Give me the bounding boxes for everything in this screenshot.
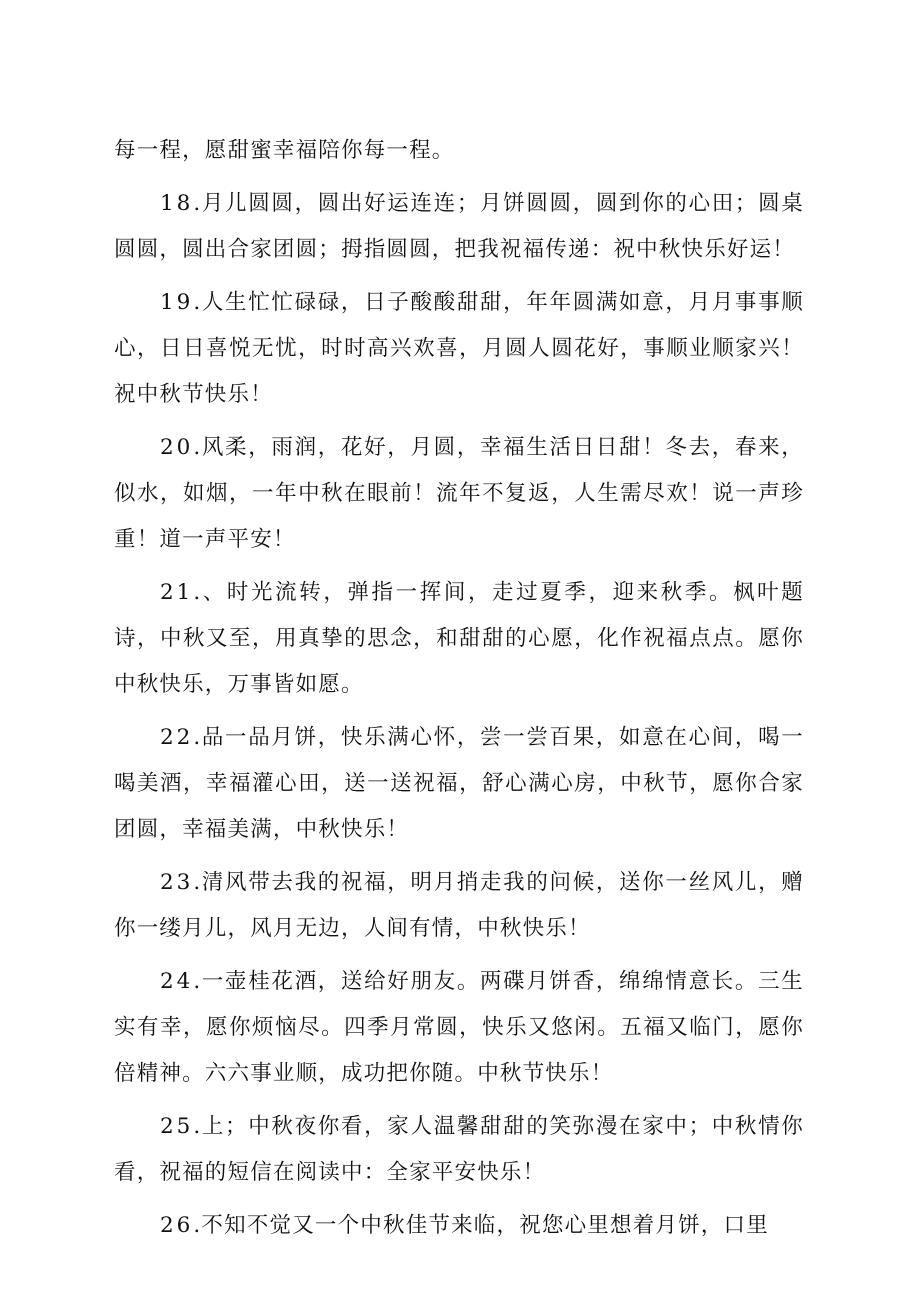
paragraph-text: .品一品月饼，快乐满心怀，尝一尝百果，如意在心间，喝一喝美酒，幸福灌心田，送一送祝福，舒心满心房，中秋节，愿你合家团圆，幸福美满，中秋快乐！ — [114, 725, 804, 842]
paragraph-text: .月儿圆圆，圆出好运连连；月饼圆圆，圆到你的心田；圆桌圆圆，圆出合家团圆；拇指圆圆，把我祝福传递：祝中秋快乐好运！ — [114, 191, 804, 262]
paragraph-text: .、时光流转，弹指一挥间，走过夏季，迎来秋季。枫叶题诗，中秋又至，用真挚的思念，和甜甜的心愿，化作祝福点点。愿你中秋快乐，万事皆如愿。 — [114, 580, 804, 697]
paragraph-text: .不知不觉又一个中秋佳节来临，祝您心里想着月饼，口里 — [193, 1213, 769, 1238]
paragraph-item-21 — [114, 570, 804, 708]
paragraph-text: .上；中秋夜你看，家人温馨甜甜的笑弥漫在家中；中秋情你看，祝福的短信在阅读中：全家平安快乐！ — [114, 1114, 804, 1185]
paragraph-item-22 — [114, 715, 804, 853]
item-number: 24 — [160, 969, 194, 994]
paragraph-text: .一壶桂花酒，送给好朋友。两碟月饼香，绵绵情意长。三生实有幸，愿你烦恼尽。四季月常圆，快乐又悠闲。五福又临门，愿你倍精神。六六事业顺，成功把你随。中秋节快乐！ — [114, 969, 804, 1086]
paragraph-item-26 — [114, 1203, 804, 1249]
paragraph-item-20 — [114, 425, 804, 563]
paragraph-text: .清风带去我的祝福，明月捎走我的问候，送你一丝风儿，赠你一缕月儿，风月无边，人间有情，中秋快乐！ — [114, 870, 804, 941]
item-number: 26 — [160, 1213, 194, 1238]
paragraph-text: .风柔，雨润，花好，月圆，幸福生活日日甜！冬去，春来，似水，如烟，一年中秋在眼前！流年不复返，人生需尽欢！说一声珍重！道一声平安！ — [114, 435, 804, 552]
paragraph-item-18 — [114, 181, 804, 273]
item-number: 18 — [160, 191, 194, 216]
item-number: 23 — [160, 870, 194, 895]
paragraph-text: 每一程，愿甜蜜幸福陪你每一程。 — [114, 138, 455, 163]
item-number: 19 — [160, 290, 194, 315]
item-number: 22 — [160, 725, 194, 750]
paragraph-item-19 — [114, 280, 804, 418]
item-number: 21 — [160, 580, 194, 605]
paragraph-item-23 — [114, 860, 804, 952]
document-body — [114, 128, 804, 1256]
paragraph-item-24 — [114, 959, 804, 1097]
paragraph-item-25 — [114, 1104, 804, 1196]
paragraph-continuation — [114, 128, 804, 174]
item-number: 25 — [160, 1114, 194, 1139]
paragraph-text: .人生忙忙碌碌，日子酸酸甜甜，年年圆满如意，月月事事顺心，日日喜悦无忧，时时高兴欢喜，月圆人圆花好，事顺业顺家兴！祝中秋节快乐！ — [114, 290, 804, 407]
item-number: 20 — [160, 435, 194, 460]
